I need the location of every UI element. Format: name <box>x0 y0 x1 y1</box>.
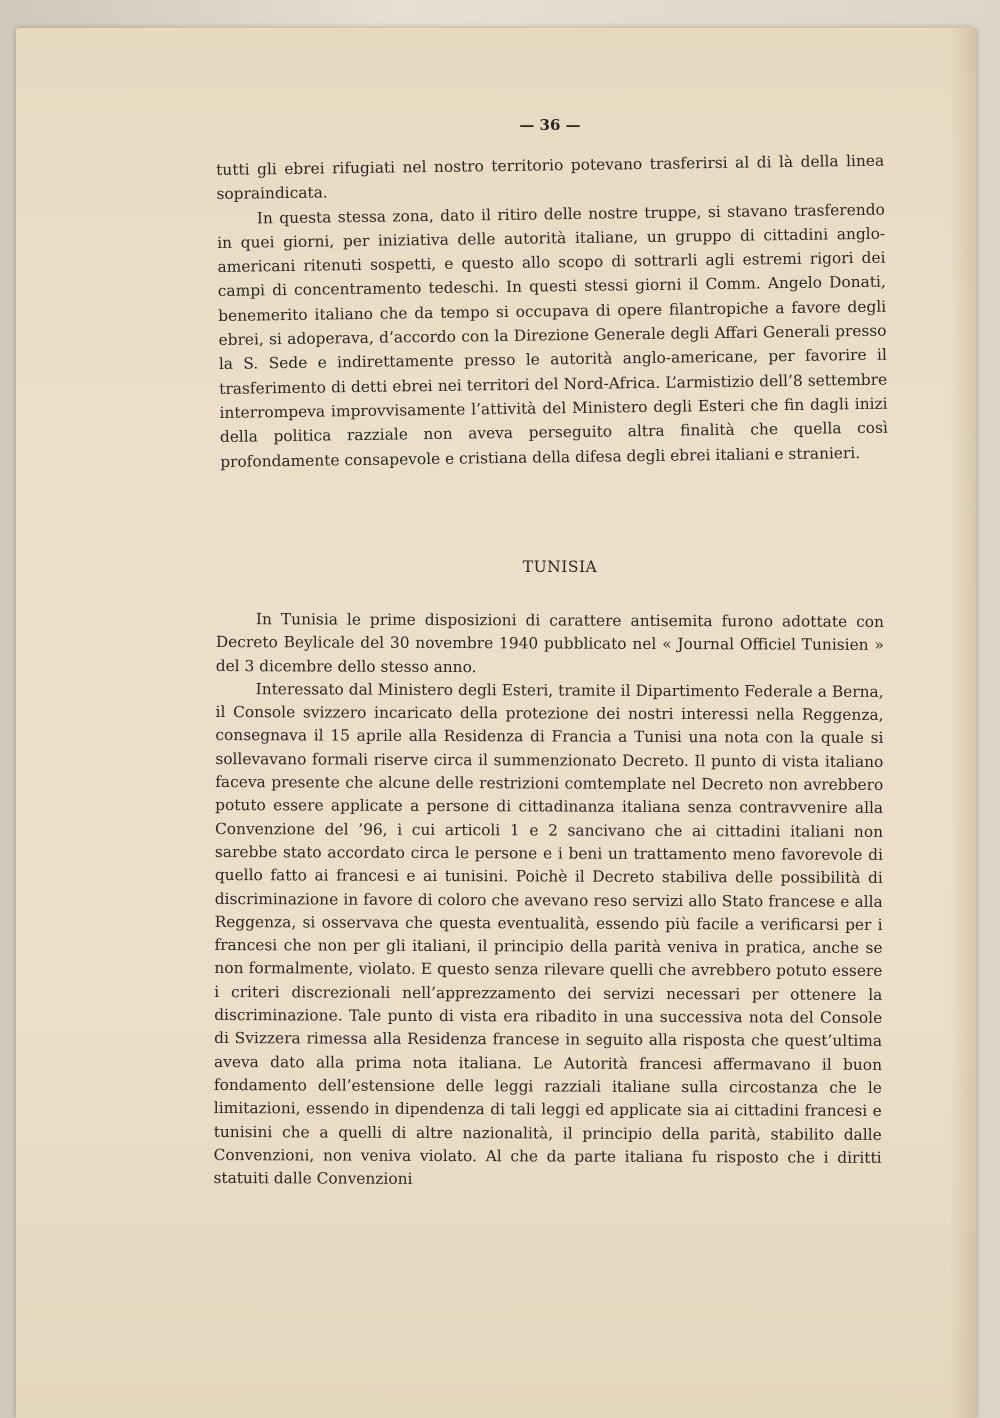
top-text-block <box>216 149 888 474</box>
paragraph: In questa stessa zona, dato il ritiro delle nostre truppe, si stavano trasferendo in quei giorni, per iniziativa delle autorità italiane, un gruppo di cittadini anglo-americani ritenuti sospetti, e questo allo scopo di sottrarli agli estremi rigori dei campi di concentramento tedeschi. In questi stessi giorni il Comm. Angelo Donati, benemerito italiano che da tempo si occupava di opere filantropiche a favore degli ebrei, si adoperava, d’accordo con la Direzione Generale degli Affari Generali presso la S. Sede e indirettamente presso le autorità anglo-americane, per favorire il trasferimento di detti ebrei nei territori del Nord-Africa. L’armistizio dell’8 settembre interrompeva improvvisamente l’attività del Ministero degli Esteri che fin dagli inizi della politica razziale non aveva perseguito altra finalità che quella così profondamente consapevole e cristiana della difesa degli ebrei italiani e stranieri. <box>217 200 888 471</box>
paragraph: In Tunisia le prime disposizioni di carattere antisemita furono adottate con Decreto Beylicale del 30 novembre 1940 pubblicato nel « Journal Officiel Tunisien » del 3 dicembre dello stesso anno. <box>215 610 884 676</box>
paragraph: Interessato dal Ministero degli Esteri, tramite il Dipartimento Federale a Berna, il Console svizzero incaricato della protezione dei nostri interessi nella Reggenza, consegnava il 15 aprile alla Residenza di Francia a Tunisi una nota con la quale si sollevavano formali riserve circa il summenzionato Decreto. Il punto di vista italiano faceva presente che alcune delle restrizioni comtemplate nel Decreto non avrebbero potuto essere applicate a persone di cittadinanza italiana senza contravvenire alla Convenzione del ’96, i cui articoli 1 e 2 sancivano che ai cittadini italiani non sarebbe stato accordato circa le persone e i beni un trattamento meno favorevole di quello fatto ai francesi e ai tunisini. Poichè il Decreto stabiliva delle possibilità di discriminazione in favore di coloro che avevano reso servizi allo Stato francese e alla Reggenza, si osservava che questa eventualità, essendo più facile a verificarsi per i francesi che non per gli italiani, il principio della parità veniva in pratica, anche se non formalmente, violato. E questo senza rilevare quelli che avrebbero potuto essere i criteri discrezionali nell’apprezzamento dei servizi necessari per ottenere la discriminazione. Tale punto di vista era ribadito in una successiva nota del Console di Svizzera rimessa alla Residenza francese in seguito alla risposta che quest’ultima aveva dato alla prima nota italiana. Le Autorità francesi affermavano il buon fondamento dell’estensione delle leggi razziali italiane sulla circostanza che le limitazioni, essendo in dipendenza di tali leggi ed applicate sia ai cittadini francesi e tunisini che a quelli di altre nazionalità, il principio della parità, stabilito dalle Convenzioni, non veniva violato. Al che da parte italiana fu risposto che i diritti statuiti dalle Convenzioni <box>213 680 884 1188</box>
tunisia-text-block <box>213 608 884 1193</box>
page-edge-shadow <box>950 28 976 1418</box>
section-heading: TUNISIA <box>522 558 598 576</box>
paragraph-continuation: tutti gli ebrei rifugiati nel nostro territorio potevano trasferirsi al di là della linea sopraindicata. <box>216 151 885 204</box>
page-number: — 36 — <box>519 116 581 134</box>
